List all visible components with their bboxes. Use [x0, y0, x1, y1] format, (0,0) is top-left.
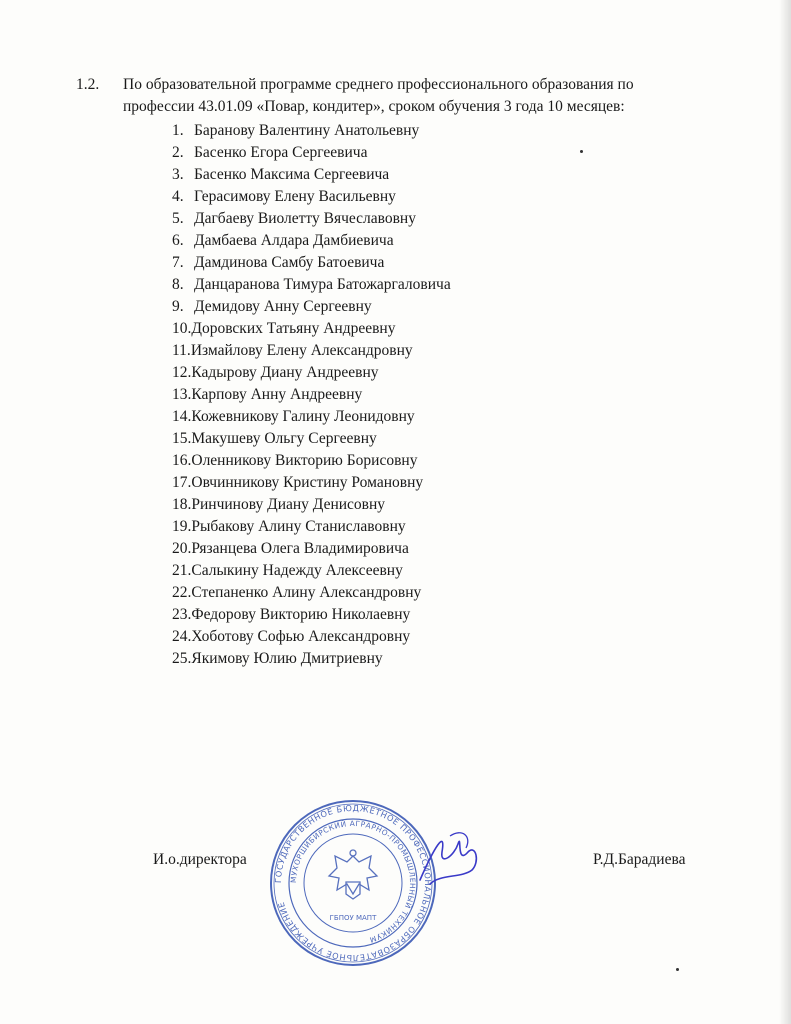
list-item-number: 4. — [172, 188, 184, 205]
list-item-number: 13. — [172, 386, 192, 403]
list-item-number: 8. — [172, 276, 184, 293]
paragraph-number: 1.2. — [76, 76, 100, 93]
list-item-name: Оленникову Викторию Борисовну — [191, 452, 418, 469]
list-item-number: 10. — [172, 320, 192, 337]
list-item-name: Рыбакову Алину Станиславовну — [191, 518, 406, 535]
paragraph-line-1: По образовательной программе среднего профессионального образования по — [123, 76, 634, 93]
list-item-number: 19. — [172, 518, 192, 535]
list-item — [172, 142, 451, 164]
list-item — [172, 120, 451, 142]
signatory-name: Р.Д.Барадиева — [593, 851, 686, 868]
paragraph-text — [123, 74, 733, 118]
coat-of-arms-icon — [329, 850, 377, 899]
scan-speck — [676, 968, 679, 971]
stamp-inner-text: МУХОРШИБИРСКИЙ АГРАРНО-ПРОМЫШЛЕННЫЙ ТЕХНИКУМ — [288, 818, 418, 945]
list-item-number: 18. — [172, 496, 192, 513]
list-item-name: Рязанцева Олега Владимировича — [191, 540, 409, 557]
list-item — [172, 538, 451, 560]
student-list — [172, 120, 451, 670]
list-item — [172, 648, 451, 670]
list-item-name: Басенко Максима Сергеевича — [194, 166, 390, 183]
list-item-number: 6. — [172, 232, 184, 249]
paragraph-line-2: профессии 43.01.09 «Повар, кондитер», сроком обучения 3 года 10 месяцев: — [123, 98, 625, 115]
list-item — [172, 362, 451, 384]
list-item — [172, 406, 451, 428]
list-item — [172, 604, 451, 626]
list-item-name: Измайлову Елену Александровну — [190, 342, 413, 359]
list-item-number: 20. — [172, 540, 192, 557]
list-item — [172, 582, 451, 604]
list-item-name: Баранову Валентину Анатольевну — [194, 122, 420, 139]
list-item-name: Кожевникову Галину Леонидовну — [191, 408, 415, 425]
list-item-name: Макушеву Ольгу Сергеевну — [191, 430, 377, 447]
list-item — [172, 318, 451, 340]
list-item-name: Ринчинову Диану Денисовну — [191, 496, 386, 513]
list-item-number: 12. — [172, 364, 192, 381]
list-item — [172, 516, 451, 538]
signatory-position: И.о.директора — [153, 851, 247, 868]
list-item — [172, 472, 451, 494]
list-item-name: Карпову Анну Андреевну — [191, 386, 363, 403]
list-item-name: Степаненко Алину Александровну — [191, 584, 422, 601]
list-item — [172, 428, 451, 450]
list-item — [172, 252, 451, 274]
list-item-number: 5. — [172, 210, 184, 227]
list-item-name: Федорову Викторию Николаевну — [191, 606, 411, 623]
list-item-name: Овчинникову Кристину Романовну — [191, 474, 424, 491]
list-item-number: 9. — [172, 298, 184, 315]
list-item — [172, 626, 451, 648]
scan-edge-shadow — [779, 0, 791, 1024]
list-item-number: 17. — [172, 474, 192, 491]
handwritten-signature — [410, 818, 490, 898]
list-item-number: 1. — [172, 122, 184, 139]
list-item-name: Данцаранова Тимура Батожаргаловича — [194, 276, 451, 293]
list-item-name: Кадырову Диану Андреевну — [191, 364, 379, 381]
list-item — [172, 186, 451, 208]
list-item — [172, 164, 451, 186]
list-item-number: 15. — [172, 430, 192, 447]
list-item — [172, 296, 451, 318]
list-item-name: Демидову Анну Сергеевну — [194, 298, 372, 315]
list-item — [172, 208, 451, 230]
list-item-name: Доровских Татьяну Андреевну — [191, 320, 396, 337]
list-item-name: Дамбаева Алдара Дамбиевича — [194, 232, 394, 249]
list-item-name: Салыкину Надежду Алексеевну — [191, 562, 403, 579]
list-item-number: 3. — [172, 166, 184, 183]
list-item — [172, 450, 451, 472]
list-item — [172, 340, 451, 362]
list-item-number: 25. — [172, 650, 192, 667]
list-item-name: Якимову Юлию Дмитриевну — [191, 650, 383, 667]
stamp-center-text: ГБПОУ МАПТ — [329, 914, 377, 922]
list-item-name: Дагбаеву Виолетту Вячеславовну — [194, 210, 416, 227]
scan-speck — [580, 150, 583, 153]
list-item — [172, 560, 451, 582]
list-item-number: 16. — [172, 452, 192, 469]
list-item-name: Герасимову Елену Васильевну — [194, 188, 396, 205]
list-item-number: 2. — [172, 144, 184, 161]
list-item-number: 23. — [172, 606, 192, 623]
list-item-number: 7. — [172, 254, 184, 271]
stamp-outer-text: ГОСУДАРСТВЕННОЕ БЮДЖЕТНОЕ ПРОФЕССИОНАЛЬНОЕ ОБРАЗОВАТЕЛЬНОЕ УЧРЕЖДЕНИЕ — [272, 802, 434, 964]
list-item-name: Хоботову Софью Александровну — [191, 628, 411, 645]
list-item — [172, 384, 451, 406]
list-item-number: 22. — [172, 584, 192, 601]
list-item — [172, 230, 451, 252]
list-item-name: Дамдинова Самбу Батоевича — [194, 254, 385, 271]
list-item — [172, 274, 451, 296]
list-item-number: 21. — [172, 562, 192, 579]
list-item — [172, 494, 451, 516]
list-item-number: 11. — [172, 342, 191, 359]
list-item-name: Басенко Егора Сергеевича — [194, 144, 368, 161]
list-item-number: 24. — [172, 628, 192, 645]
list-item-number: 14. — [172, 408, 192, 425]
